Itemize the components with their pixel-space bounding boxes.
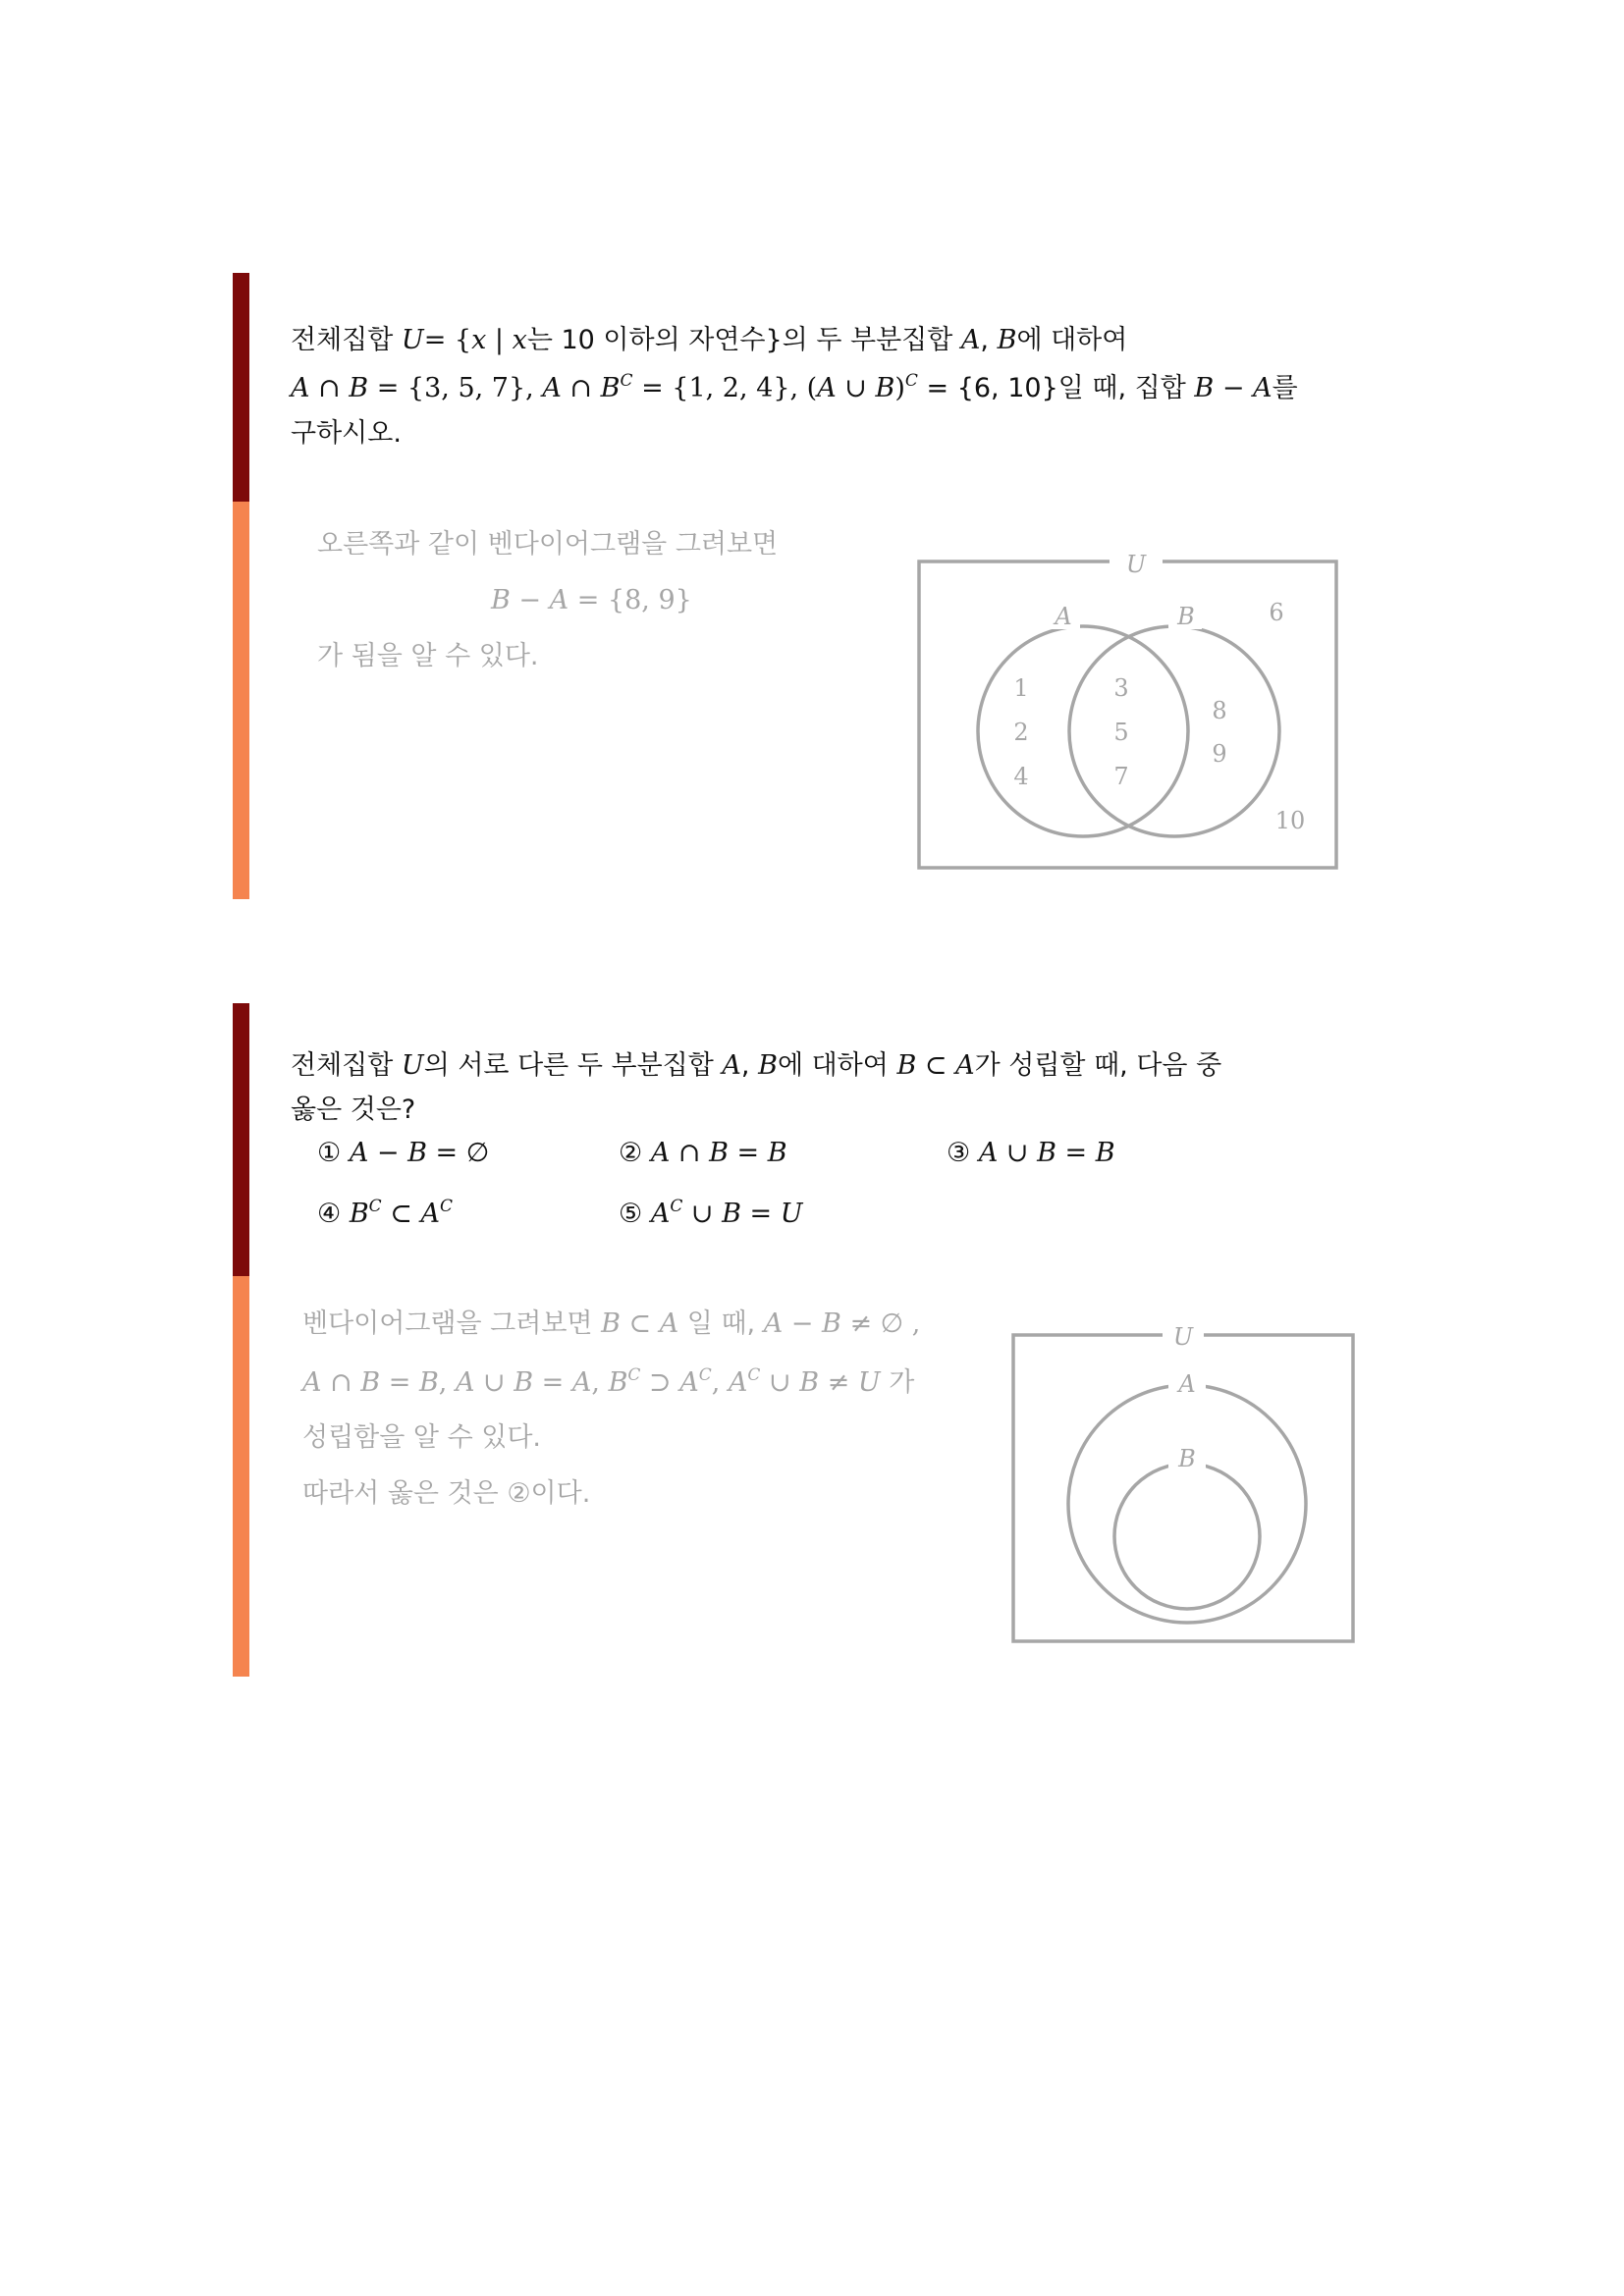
choice-2[interactable]: ② A ∩ B = B bbox=[619, 1138, 787, 1168]
a-only-element: 1 bbox=[1013, 674, 1029, 702]
b-only-element: 8 bbox=[1212, 697, 1227, 724]
set-a-circle bbox=[1068, 1385, 1306, 1623]
solution1-line2: B − A = {8, 9} bbox=[491, 585, 692, 615]
solution2-accent-bar bbox=[233, 1276, 249, 1677]
solution2-line1: 벤다이어그램을 그려보면 B ⊂ A 일 때, A − B ≠ ∅ , bbox=[302, 1308, 921, 1339]
problem2-accent-bar bbox=[233, 1003, 249, 1276]
outside-element: 10 bbox=[1274, 807, 1306, 834]
universe-label: U bbox=[1125, 551, 1147, 578]
choice-4[interactable]: ④ $B^C$ ⊂ $A^C$ bbox=[317, 1197, 453, 1229]
set-a-label: A bbox=[1055, 603, 1072, 630]
set-a-circle bbox=[978, 626, 1188, 836]
outside-element: 6 bbox=[1269, 599, 1284, 626]
solution1-accent-bar bbox=[233, 502, 249, 899]
problem2-line2: 옳은 것은? bbox=[291, 1095, 416, 1125]
universe-label: U bbox=[1172, 1323, 1194, 1351]
intersection-element: 3 bbox=[1113, 674, 1129, 702]
venn-diagram-1 bbox=[913, 545, 1345, 874]
set-b-circle bbox=[1114, 1464, 1260, 1609]
a-only-element: 2 bbox=[1013, 719, 1029, 746]
problem1-line2: A ∩ B = {3, 5, 7}, A ∩ $B^C = \{1$, 2, 4}, (A ∪ B)$^C$ = {6, 10}일 때, 집합 B − A를 bbox=[291, 371, 1298, 403]
solution1-line1: 오른쪽과 같이 벤다이어그램을 그려보면 bbox=[317, 529, 779, 560]
set-b-label: B bbox=[1178, 1445, 1196, 1472]
set-b-circle bbox=[1069, 626, 1279, 836]
set-b-label: B bbox=[1177, 603, 1195, 630]
problem1-line3: 구하시오. bbox=[291, 418, 402, 449]
b-only-element: 9 bbox=[1212, 740, 1227, 768]
solution2-line4: 따라서 옳은 것은 ②이다. bbox=[302, 1478, 591, 1509]
solution1-line3: 가 됨을 알 수 있다. bbox=[317, 641, 539, 671]
choice-3[interactable]: ③ A ∪ B = B bbox=[947, 1138, 1115, 1168]
venn-diagram-2 bbox=[1007, 1313, 1361, 1650]
solution2-line2: A ∩ B = B, A ∪ B = A, $B^C$ ⊃ $A^C$, $A^C$ ∪ B ≠ U 가 bbox=[302, 1365, 915, 1398]
intersection-element: 5 bbox=[1113, 719, 1129, 746]
a-only-element: 4 bbox=[1013, 763, 1029, 790]
set-a-label: A bbox=[1178, 1370, 1196, 1398]
choice-1[interactable]: ① A − B = ∅ bbox=[317, 1138, 490, 1168]
problem1-accent-bar bbox=[233, 273, 249, 502]
problem1-line1: 전체집합 U= {x | x는 10 이하의 자연수}의 두 부분집합 A, B에 대하여 bbox=[291, 325, 1128, 355]
choice-5[interactable]: ⑤ $A^C$ ∪ B = U bbox=[619, 1197, 803, 1229]
solution2-line3: 성립함을 알 수 있다. bbox=[302, 1422, 541, 1453]
intersection-element: 7 bbox=[1113, 763, 1129, 790]
problem2-line1: 전체집합 U의 서로 다른 두 부분집합 A, B에 대하여 B ⊂ A가 성립할 때, 다음 중 bbox=[291, 1050, 1222, 1081]
